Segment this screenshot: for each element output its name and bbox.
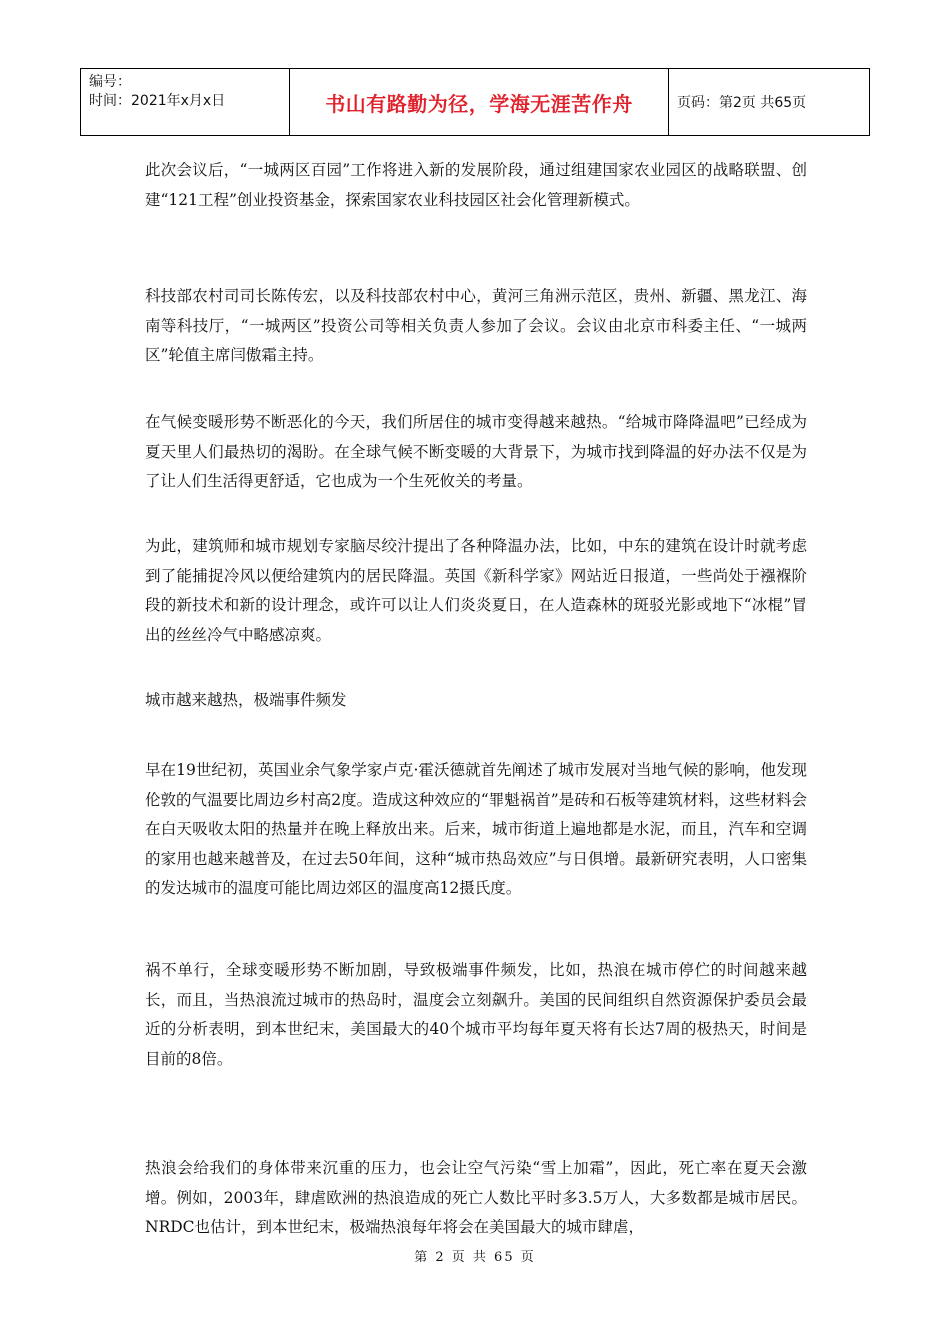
paragraph: 祸不单行，全球变暖形势不断加剧，导致极端事件频发，比如，热浪在城市停伫的时间越来越长，而且，当热浪流过城市的热岛时，温度会立刻飙升。美国的民间组织自然资源保护委员会最近的分析表明，到本世纪末，美国最大的40个城市平均每年夏天将有长达7周的极热天，时间是目前的8倍。 (145, 961, 807, 1068)
paragraph: 为此，建筑师和城市规划专家脑尽绞汁提出了各种降温办法，比如，中东的建筑在设计时就考虑到了能捕捉冷风以便给建筑内的居民降温。英国《新科学家》网站近日报道，一些尚处于襁褓阶段的新技术和新的设计理念，或许可以让人们炎炎夏日，在人造森林的斑驳光影或地下“冰棍”冒出的丝丝冷气中略感凉爽。 (145, 537, 807, 644)
page-info-text: 页码：第2页 共65页 (677, 95, 807, 111)
paragraph: 热浪会给我们的身体带来沉重的压力，也会让空气污染“雪上加霜”，因此，死亡率在夏天会激增。例如，2003年，肆虐欧洲的热浪造成的死亡人数比平时多3.5万人，大多数都是城市居民。NRDC也估计，到本世纪末，极端热浪每年将会在美国最大的城市肆虐， (145, 1159, 807, 1236)
serial-number-label: 编号： (89, 74, 131, 90)
page-info-cell (669, 69, 870, 136)
page-footer: 第 2 页 共 65 页 (414, 1250, 536, 1265)
header-meta-cell (81, 69, 290, 136)
paragraph: 早在19世纪初，英国业余气象学家卢克·霍沃德就首先阐述了城市发展对当地气候的影响，他发现伦敦的气温要比周边乡村高2度。造成这种效应的“罪魁祸首”是砖和石板等建筑材料，这些材料会在白天吸收太阳的热量并在晚上释放出来。后来，城市街道上遍地都是水泥，而且，汽车和空调的家用也越来越普及，在过去50年间，这种“城市热岛效应”与日俱增。最新研究表明，人口密集的发达城市的温度可能比周边郊区的温度高12摄氏度。 (145, 761, 807, 897)
motto-cell (290, 69, 669, 136)
paragraph: 科技部农村司司长陈传宏，以及科技部农村中心，黄河三角洲示范区，贵州、新疆、黑龙江、海南等科技厅，“一城两区”投资公司等相关负责人参加了会议。会议由北京市科委主任、“一城两区”轮值主席闫傲霜主持。 (145, 287, 807, 364)
section-heading: 城市越来越热，极端事件频发 (145, 691, 347, 709)
paragraph: 此次会议后，“一城两区百园”工作将进入新的发展阶段，通过组建国家农业园区的战略联盟、创建“121工程”创业投资基金，探索国家农业科技园区社会化管理新模式。 (145, 161, 807, 209)
paragraph: 在气候变暖形势不断恶化的今天，我们所居住的城市变得越来越热。“给城市降降温吧”已经成为夏天里人们最热切的渴盼。在全球气候不断变暖的大背景下，为城市找到降温的好办法不仅是为了让人们生活得更舒适，它也成为一个生死攸关的考量。 (145, 413, 807, 490)
document-header (80, 68, 870, 136)
motto-text: 书山有路勤为径，学海无涯苦作舟 (325, 91, 633, 116)
date-line: 时间：2021年x月x日 (89, 93, 226, 109)
